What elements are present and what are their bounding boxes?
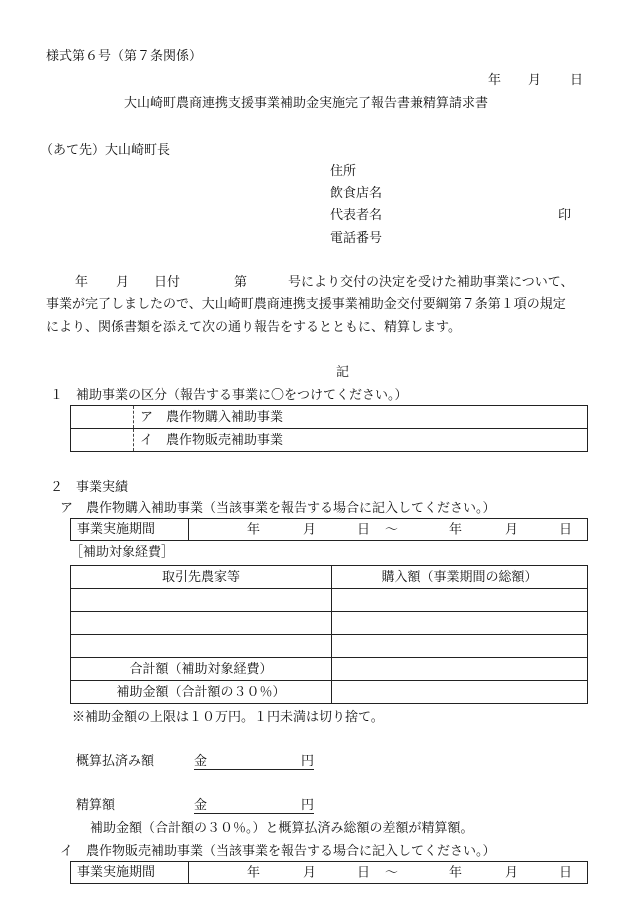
period-field-i[interactable]: 年 月 日 ～ 年 月 日 — [189, 862, 588, 884]
section2i-heading: イ 農作物販売補助事業（当該事業を報告する場合に記入してください。） — [60, 844, 496, 859]
section2-heading: ２ 事業実績 — [50, 480, 129, 495]
intro-dai: 第 — [234, 275, 248, 290]
expense-row-3-farmer[interactable] — [71, 635, 332, 658]
category-table — [70, 405, 588, 452]
intro-day: 日付 — [154, 275, 181, 290]
address-label: 住所 — [330, 164, 357, 179]
settle-note: 補助金額（合計額の３０％。）と概算払済み総額の差額が精算額。 — [90, 821, 474, 836]
representative-label: 代表者名 — [330, 208, 383, 223]
intro-year: 年 — [75, 275, 89, 290]
subsidy-note: ※補助金額の上限は１０万円。１円未満は切り捨て。 — [72, 710, 384, 725]
expense-row-2-farmer[interactable] — [71, 612, 332, 635]
total-label: 合計額（補助対象経費） — [71, 658, 332, 681]
paid-amount-field[interactable]: 金 円 — [194, 754, 314, 769]
option-purchase[interactable]: ア 農作物購入補助事業 — [134, 406, 588, 429]
settle-amount-field[interactable]: 金 円 — [194, 798, 314, 813]
period-table-a — [70, 518, 588, 541]
intro-line2: 事業が完了しましたので、大山崎町農商連携支援事業補助金交付要綱第７条第１項の規定 — [46, 297, 566, 312]
expense-row-1-amount[interactable] — [332, 589, 588, 612]
date-day: 日 — [570, 73, 584, 88]
section2a-heading: ア 農作物購入補助事業（当該事業を報告する場合に記入してください。） — [60, 501, 496, 516]
ki-mark: 記 — [336, 365, 350, 380]
expense-row-1-farmer[interactable] — [71, 589, 332, 612]
total-amount[interactable] — [332, 658, 588, 681]
date-month: 月 — [528, 73, 542, 88]
intro-month: 月 — [116, 275, 130, 290]
subsidy-amount[interactable] — [332, 681, 588, 704]
col-farmers: 取引先農家等 — [71, 566, 332, 589]
section1-heading: １ 補助事業の区分（報告する事業に〇をつけてください。） — [50, 388, 408, 403]
shop-name-label: 飲食店名 — [330, 186, 383, 201]
form-number: 様式第６号（第７条関係） — [46, 49, 203, 64]
period-label: 事業実施期間 — [71, 519, 189, 541]
date-year: 年 — [488, 73, 502, 88]
addressee: （あて先）大山崎町長 — [40, 143, 171, 158]
phone-label: 電話番号 — [330, 231, 383, 246]
expense-label: ［補助対象経費］ — [70, 545, 175, 560]
expense-row-3-amount[interactable] — [332, 635, 588, 658]
paid-label: 概算払済み額 — [76, 754, 155, 769]
period-label-i: 事業実施期間 — [71, 862, 189, 884]
col-amount: 購入額（事業期間の総額） — [332, 566, 588, 589]
document-title: 大山崎町農商連携支援事業補助金実施完了報告書兼精算請求書 — [124, 96, 489, 111]
settle-label: 精算額 — [76, 798, 116, 813]
subsidy-label: 補助金額（合計額の３０％） — [71, 681, 332, 704]
expense-table — [70, 565, 588, 704]
option-sales[interactable]: イ 農作物販売補助事業 — [134, 429, 588, 452]
expense-row-2-amount[interactable] — [332, 612, 588, 635]
intro-line3: により、関係書類を添えて次の通り報告をするとともに、精算します。 — [46, 320, 461, 335]
period-table-i — [70, 861, 588, 884]
seal-mark: 印 — [558, 208, 572, 223]
period-field[interactable]: 年 月 日 ～ 年 月 日 — [189, 519, 588, 541]
intro-line1: 号により交付の決定を受けた補助事業について、 — [288, 275, 574, 290]
